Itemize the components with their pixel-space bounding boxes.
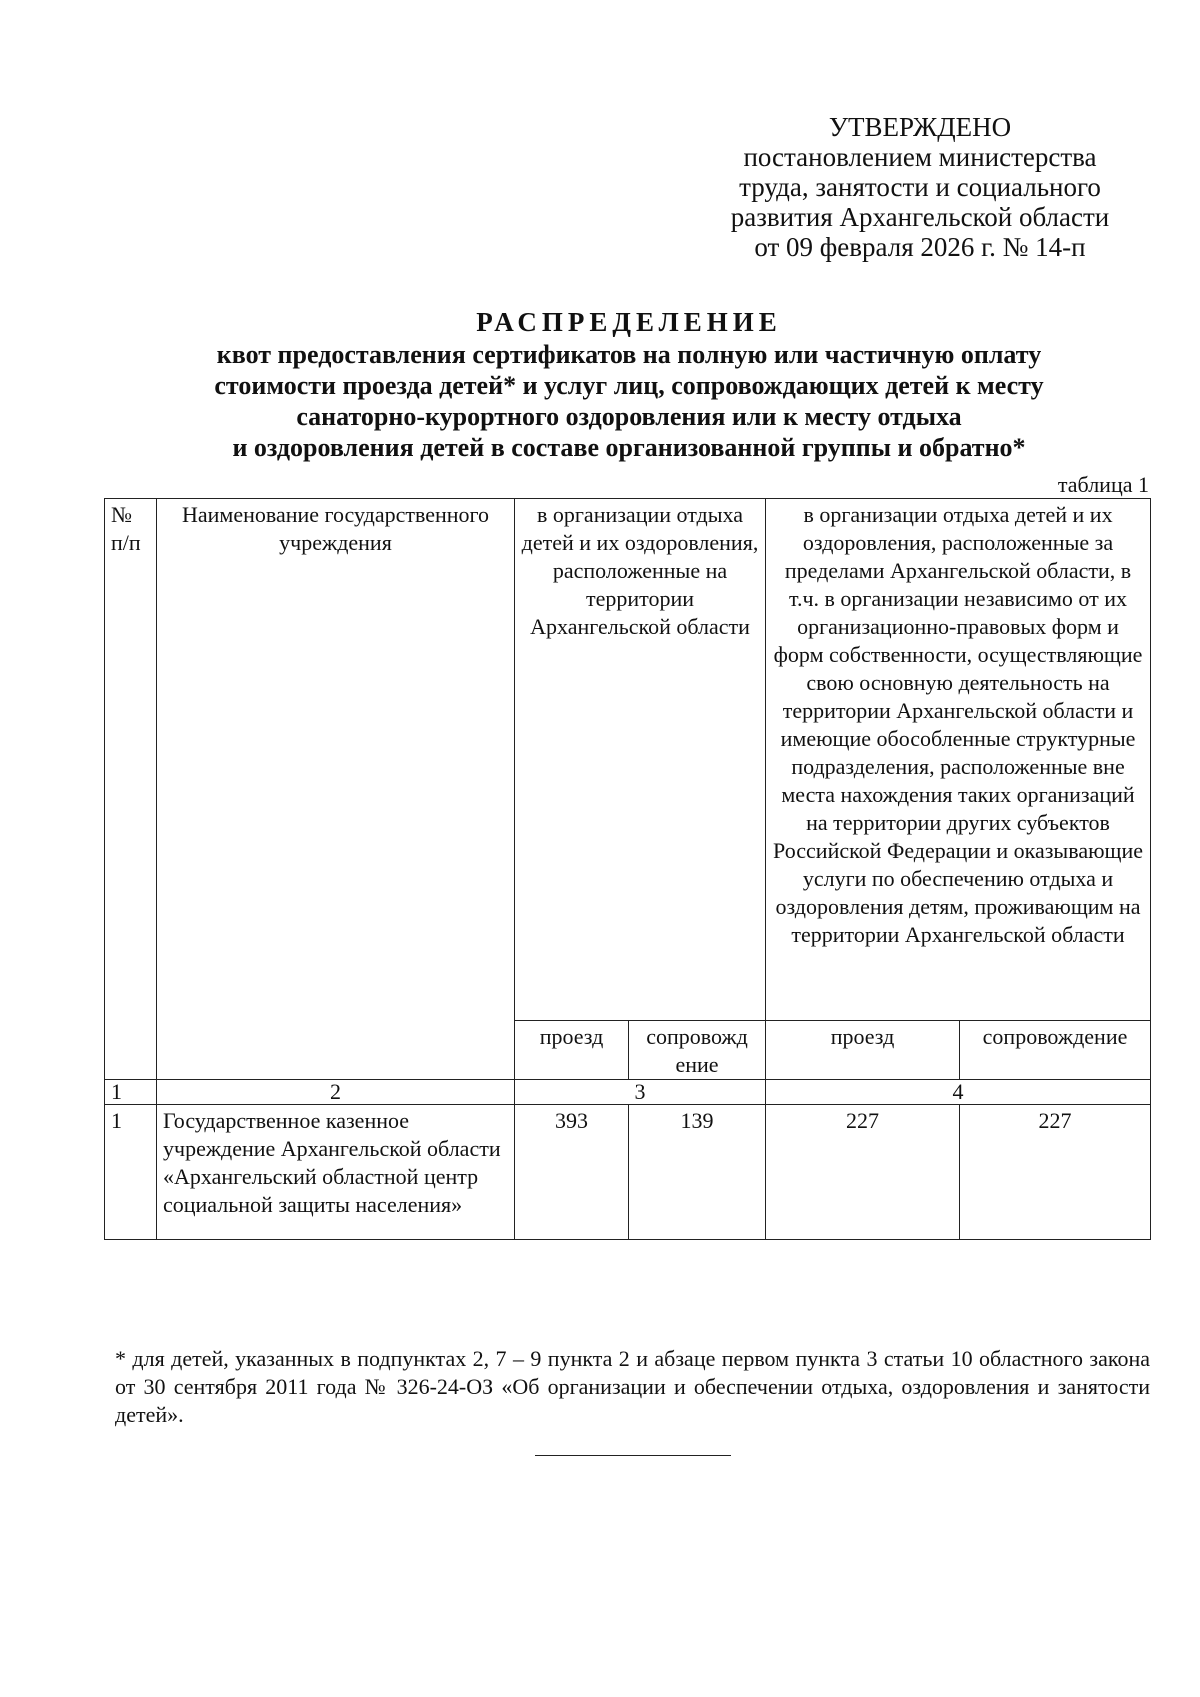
row-travel-inside: 393 xyxy=(515,1105,629,1240)
row-num: 1 xyxy=(105,1105,157,1240)
approval-line: УТВЕРЖДЕНО xyxy=(828,112,1012,142)
subheader-escort-inside: сопровожд ение xyxy=(629,1021,766,1080)
approval-line: труда, занятости и социального xyxy=(739,172,1101,202)
column-number: 2 xyxy=(157,1080,515,1105)
title-heading: РАСПРЕДЕЛЕНИЕ xyxy=(476,307,782,337)
header-name: Наименование государственного учреждения xyxy=(157,499,515,1080)
row-travel-outside: 227 xyxy=(766,1105,960,1240)
approval-stamp xyxy=(700,112,1140,262)
column-number: 1 xyxy=(105,1080,157,1105)
table-header-row xyxy=(105,499,1151,1021)
header-inside-region: в организации отдыха детей и их оздоровления, расположенные на территории Архангельской области xyxy=(515,499,766,1021)
approval-line: развития Архангельской области xyxy=(730,202,1110,232)
column-number-row xyxy=(105,1080,1151,1105)
footnote: * для детей, указанных в подпунктах 2, 7 – 9 пункта 2 и абзаце первом пункта 3 статьи 10 областного закона от 30 сентября 2011 года № 326-24-ОЗ «Об организации и обеспечении отдыха, оздоровления и занятости детей». xyxy=(115,1346,1150,1427)
table-row xyxy=(105,1105,1151,1240)
approval-line: постановлением министерства xyxy=(743,142,1097,172)
header-num: № п/п xyxy=(105,499,157,1080)
subheader-escort-outside: сопровождение xyxy=(960,1021,1151,1080)
table-label: таблица 1 xyxy=(1057,472,1149,497)
header-outside-region: в организации отдыха детей и их оздоровления, расположенные за пределами Архангельской области, в т.ч. в организации независимо от их организационно-правовых форм и форм собственности, осуществляющие свою основную деятельность на территории Архангельской области и имеющие обособленные структурные подразделения, расположенные вне места нахождения таких организаций на территории других субъектов Российской Федерации и оказывающие услуги по обеспечению отдыха и оздоровления детям, проживающим на территории Архангельской области xyxy=(766,499,1151,1021)
title-line: и оздоровления детей в составе организованной группы и обратно* xyxy=(232,433,1026,462)
row-escort-inside: 139 xyxy=(629,1105,766,1240)
row-institution-name: Государственное казенное учреждение Архангельской области «Архангельский областной центр социальной защиты населения» xyxy=(157,1105,515,1240)
approval-line: от 09 февраля 2026 г. № 14-п xyxy=(754,232,1086,262)
document-title xyxy=(104,306,1154,463)
title-line: квот предоставления сертификатов на полную или частичную оплату xyxy=(216,340,1042,369)
subheader-travel-outside: проезд xyxy=(766,1021,960,1080)
column-number: 4 xyxy=(766,1080,1151,1105)
column-number: 3 xyxy=(515,1080,766,1105)
row-escort-outside: 227 xyxy=(960,1105,1151,1240)
quota-table xyxy=(104,498,1151,1240)
title-line: стоимости проезда детей* и услуг лиц, сопровождающих детей к месту xyxy=(214,371,1044,400)
title-line: санаторно-курортного оздоровления или к месту отдыха xyxy=(296,402,962,431)
subheader-travel-inside: проезд xyxy=(515,1021,629,1080)
end-divider xyxy=(535,1455,731,1456)
